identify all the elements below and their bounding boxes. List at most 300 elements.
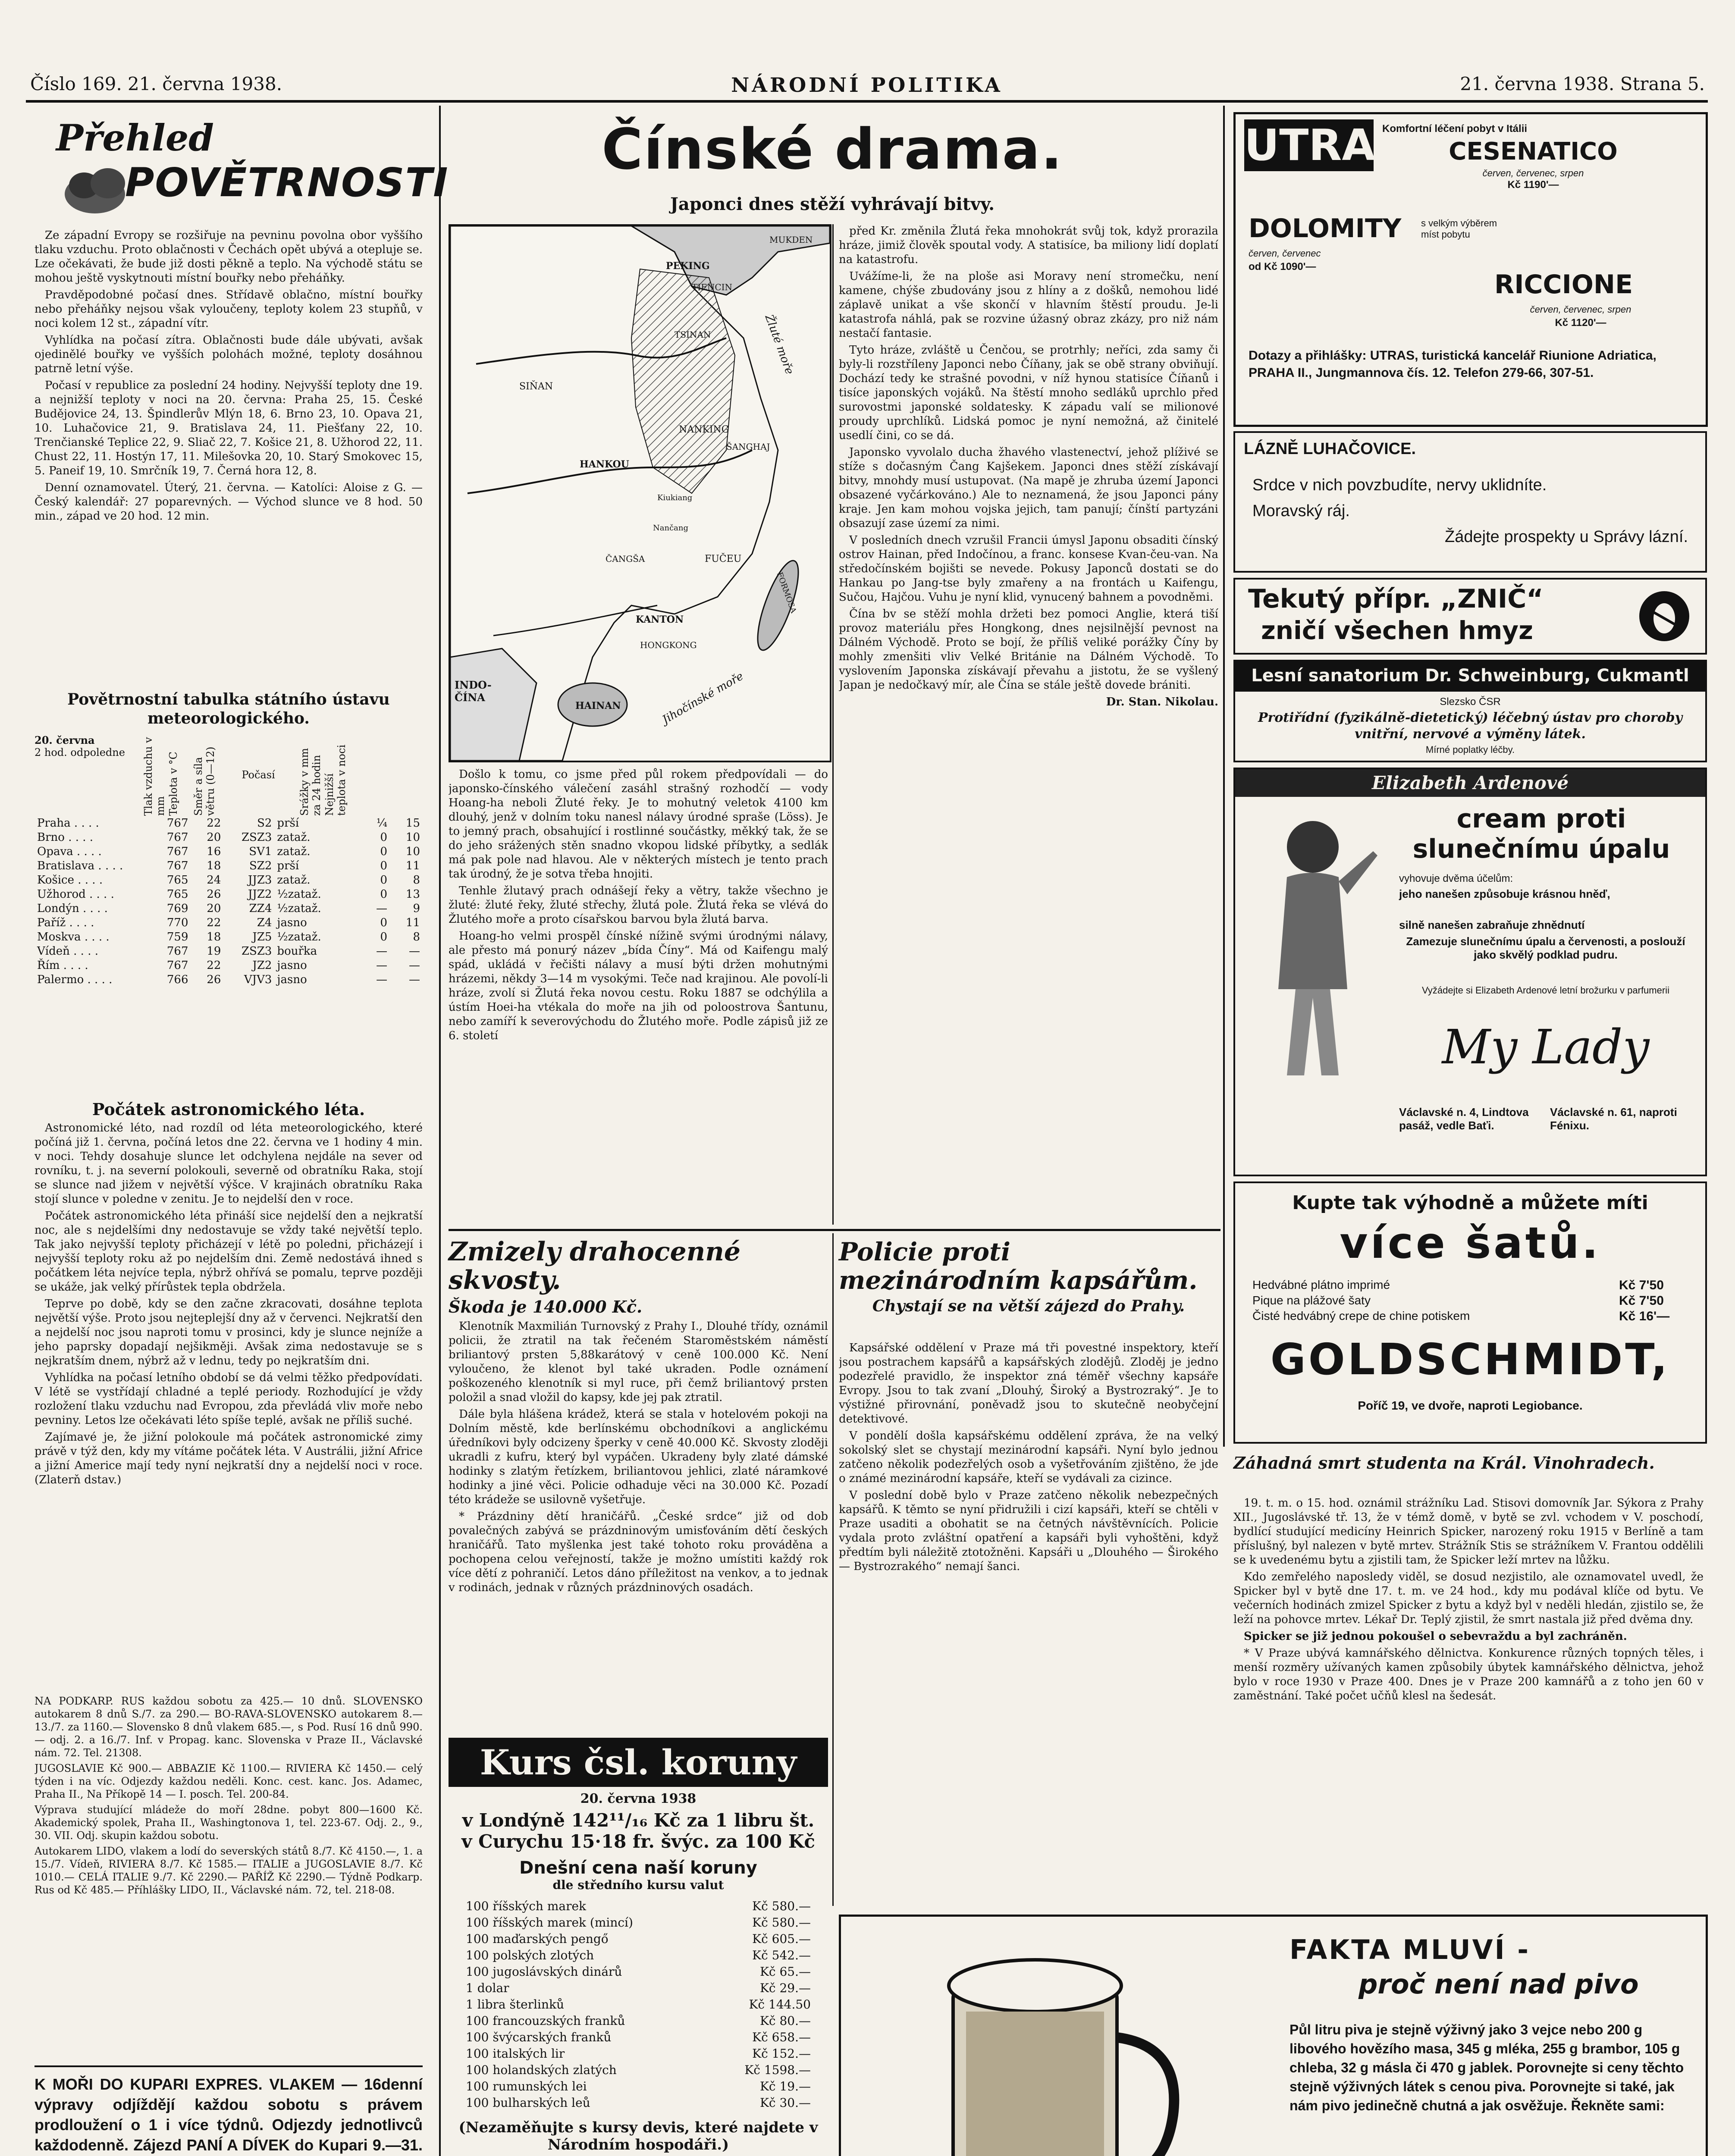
met-row xyxy=(35,816,423,830)
met-city: Opava . . . . xyxy=(37,845,102,858)
issue-number: Číslo 169. 21. června 1938. xyxy=(30,73,282,94)
met-col-head: Počasí xyxy=(242,769,275,781)
currency-value: Kč 19.— xyxy=(759,2079,811,2093)
luhacovice-line3: Žádejte prospekty u Správy lázní. xyxy=(1445,528,1688,546)
police-title: Policie proti mezinárodním kapsářům. xyxy=(839,1237,1198,1295)
student-article xyxy=(1233,1453,1704,1473)
met-city: Palermo . . . . xyxy=(37,973,113,986)
map-label: PEKING xyxy=(666,260,710,272)
utras-dol-dates: červen, červenec xyxy=(1249,248,1321,259)
police-subtitle: Chystají se na větší zájezd do Prahy. xyxy=(872,1297,1185,1315)
met-rain: — xyxy=(376,959,388,972)
jewels-subtitle: Škoda je 140.000 Kč. xyxy=(449,1297,643,1316)
weather-title-line2: POVĚTRNOSTI xyxy=(125,160,449,206)
currency-value: Kč 542.— xyxy=(752,1948,811,1962)
map-label: INDO-ČÍNA xyxy=(455,679,492,704)
astro-paragraph: Teprve po době, kdy se den začne zkracovati, dosáhne teplota největší výše. Proto jsou nejteplejší dny až v červenci. Nejkratší den a nejdelší noc jsou naproti tomu v prosinci, kdy je slunce nejníže a jeho paprsky dopadají nejšikměji. Avšak zima nedostavuje se s nejkratším dnem, nýbrž až v lednu, tedy po nejkratším dni. xyxy=(35,1297,423,1367)
met-rain: 0 xyxy=(380,859,388,872)
met-wind: JZ5 xyxy=(252,930,272,943)
met-sky: zataž. xyxy=(277,830,311,844)
met-rain: 0 xyxy=(380,830,388,844)
luhacovice-line2: Moravský ráj. xyxy=(1252,502,1350,520)
luhacovice-line1: Srdce v nich povzbudíte, nervy uklidníte. xyxy=(1252,476,1547,494)
currency-row xyxy=(466,2062,811,2078)
map-label: ČANGŠA xyxy=(606,554,645,564)
met-city: Brno . . . . xyxy=(37,830,94,844)
gs-addr: Poříč 19, ve dvoře, naproti Legiobance. xyxy=(1358,1399,1583,1412)
currency-row xyxy=(466,2078,811,2095)
currency-sub1: Dnešní cena naší koruny xyxy=(519,1858,757,1878)
currency-name: 100 italských lir xyxy=(466,2046,565,2061)
currency-row xyxy=(466,1915,811,1931)
currency-sub2: dle středního kursu valut xyxy=(552,1878,724,1892)
astro-paragraph: Astronomické léto, nad rozdíl od léta meteorologického, které počíná již 1. června, počíná letos dne 22. června ve 1 hodiny 4 min. v noci. Tehdy dosahuje slunce let odchylena nejdále na sever od rovníku, t. j. na severní polokouli, severně od obratníku Raka, stojí se slunce nad jižem v největší výšce. V krajinách obratníku Raka stojí slunce v poledne v zenitu. Je to nejdelší den v roce. xyxy=(35,1122,423,1206)
currency-name: 100 holandských zlatých xyxy=(466,2063,617,2077)
travel-ad: JUGOSLAVIE Kč 900.— ABBAZIE Kč 1100.— RIVIERA Kč 1450.— celý týden i na víc. Odjezdy každou neděli. Konc. cest. kanc. Jos. Adamec, Praha II., Na Příkopě 14 — I. posch. Tel. 200-84. xyxy=(35,1762,423,1800)
currency-box xyxy=(449,1738,828,2156)
arden-text4: Zamezuje slunečnímu úpalu a červenosti, a poslouží jako skvělý podklad pudru. xyxy=(1406,935,1685,961)
currency-value: Kč 658.— xyxy=(752,2030,811,2044)
weather-title-block xyxy=(52,112,449,224)
china-subtitle: Japonci dnes stěží vyhrávají bitvy. xyxy=(670,194,995,214)
utras-ad xyxy=(1233,112,1708,427)
student-paragraph: 19. t. m. o 15. hod. oznámil strážníku Lad. Stisovi domovník Jar. Sýkora z Prahy XII., Jugoslávské tř. 13, že v témž domě, v bytě se zvl. vchodem v V. poschodí, bydlící studující medicíny Heinrich Spicker, narozený roku 1915 v Berlíně a tam příslušný, byl nalezen v bytě mrtev. Strážník Stis se strážníkem V. Frantou oddělili se k uvedenému bytu a zjistili tam, že Spicker leží mrtev na lůžku. xyxy=(1233,1497,1704,1567)
beer-title: FAKTA MLUVÍ - xyxy=(1289,1934,1531,1965)
met-pressure: 765 xyxy=(166,887,188,901)
currency-rows xyxy=(466,1898,811,2111)
weather-report xyxy=(35,229,423,686)
currency-name: 100 bulharských leů xyxy=(466,2096,590,2110)
currency-row xyxy=(466,2046,811,2062)
met-row xyxy=(35,930,423,944)
met-temp: 16 xyxy=(207,845,221,858)
met-rain: 0 xyxy=(380,873,388,887)
currency-name: 100 jugoslávských dinárů xyxy=(466,1965,622,1979)
met-sky: ½zataž. xyxy=(277,887,321,901)
met-rain: ¼ xyxy=(376,816,388,830)
gs-price1: Kč 7'50 xyxy=(1619,1278,1664,1292)
gs-line2: více šatů. xyxy=(1340,1218,1601,1268)
met-temp: 20 xyxy=(207,902,221,915)
utras-logo: UTRAS xyxy=(1244,120,1406,170)
met-sky: zataž. xyxy=(277,845,311,858)
china-paragraph: Tenhle žlutavý prach odnášejí řeky a větry, takže všechno je žluté: žluté řeky, žluté střechy, žlutá pole. Žlutá řeka se vlévá do Žlutého moře a proto císařskou barvou byla žlutá barva. xyxy=(449,884,828,926)
met-rain: — xyxy=(376,973,388,986)
map-label: SIŇAN xyxy=(519,381,553,392)
jewels-paragraph: Dále byla hlášena krádež, která se stala v hotelovém pokoji na Dolním městě, kde berlínskému obchodníkovi a anglickému úředníkovi byly odcizeny šperky v ceně 40.000 Kč. Skvosty zloději ukradli z kufru, který byl vypáčen. Ukradeny byly zlaté dámské hodinky s zlatým řetízkem, briliantovou jehlici, zlaté náramkové hodinky a jiné věci. Policie odhaduje věci na 30.000 Kč. Pozadí této krádeže se usilovně vyšetřuje. xyxy=(449,1408,828,1506)
jewels-article xyxy=(449,1238,828,1316)
china-paragraph: V posledních dnech vzrušil Francii úmysl Japonu obsaditi čínský ostrov Hainan, před Indočínou, a franc. konsese Kvan-čeu-van. Na středočínském bojišti se nevede. Pokusy Japonců dostati se do Hankau po Jang-tse byly zmařeny a na frontách u Kaifengu, Sučou, Hajčou. Vuhu je nyní klid, vynucený bahnem a povodněmi. xyxy=(839,534,1218,604)
met-sky: jasno xyxy=(277,959,307,972)
met-head-time: 2 hod. odpoledne xyxy=(35,746,125,758)
map-label: Jihočínské moře xyxy=(660,670,746,727)
cloud-icon xyxy=(60,160,129,220)
met-rain: 0 xyxy=(380,916,388,929)
currency-zurich: v Curychu 15·18 fr. švýc. za 100 Kč xyxy=(461,1831,815,1852)
met-head-date: 20. června xyxy=(35,734,95,746)
met-table-title: Povětrnostní tabulka státního ústavu meteorologického. xyxy=(67,690,390,727)
met-wind: S2 xyxy=(257,816,272,830)
met-wind: JJZ3 xyxy=(248,873,272,887)
currency-name: 100 švýcarských franků xyxy=(466,2030,612,2044)
met-temp: 26 xyxy=(207,973,221,986)
arden-line1: cream proti xyxy=(1456,804,1626,834)
met-min: 10 xyxy=(405,845,420,858)
met-row xyxy=(35,915,423,930)
china-paragraph: Uvážíme-li, že na ploše asi Moravy není stromečku, není kamene, chýše zbudovány jsou z hlíny a z došků, nemohou lidé záplavě unikat a vše skončí v hlavním štěstí proudu. Je-li katastrofa náhlá, pak se rozvine úžasný obraz zkázy, pro niž nám nestačí fantasie. xyxy=(839,270,1218,340)
map-label: FORMOSA xyxy=(775,571,798,614)
currency-footer: (Nezaměňujte s kursy devis, které najdete v Národním hospodáři.) xyxy=(458,2119,818,2153)
china-author: Dr. Stan. Nikolau. xyxy=(1106,696,1218,708)
met-pressure: 769 xyxy=(166,902,188,915)
weather-paragraph: Pravděpodobné počasí dnes. Střídavě oblačno, místní bouřky nebo přeháňky nejsou však vyloučeny, teploty kolem 23 stupňů, v noci kolem 12 st., západní vítr. xyxy=(35,288,423,330)
weather-paragraph: Počasí v republice za poslední 24 hodiny. Nejvyšší teploty dne 19. a nejnižší teploty v noci na 20. června: Praha 25, 15. České Budějovice 24, 13. Špindlerův Mlýn 18, 6. Brno 23, 10. Opava 21, 10. Luhačovice 21, 9. Bratislava 24, 11. Piešťany 22, 10. Trenčianské Teplice 22, 9. Sliač 22, 7. Košice 21, 8. Užhorod 22, 11. Chust 22, 11. Hostýn 17, 11. Milešovka 20, 10. Starý Smokovec 15, 5. Paneif 19, 10. Smrčník 19, 7. Černá hora 12, 8. xyxy=(35,379,423,477)
currency-london: v Londýně 142¹¹/₁₆ Kč za 1 libru št. xyxy=(462,1810,815,1831)
sanatorium-place: Slezsko ČSR xyxy=(1440,696,1501,708)
currency-row xyxy=(466,1898,811,1915)
luhacovice-ad xyxy=(1233,431,1707,573)
met-row xyxy=(35,944,423,958)
utras-ces-price: Kč 1190'— xyxy=(1507,179,1559,191)
sanatorium-title: Lesní sanatorium Dr. Schweinburg, Cukmantl xyxy=(1251,666,1689,686)
met-wind: ZSZ3 xyxy=(241,830,272,844)
znic-ad xyxy=(1233,578,1707,655)
map-label: ŠANGHAJ xyxy=(726,442,770,452)
currency-name: 100 maďarských pengő xyxy=(466,1932,609,1946)
currency-value: Kč 580.— xyxy=(752,1899,811,1913)
column-divider xyxy=(439,106,441,2156)
utras-contact: Dotazy a přihlášky: UTRAS, turistická kancelář Riunione Adriatica, PRAHA II., Jungmannova čís. 12. Telefon 279-66, 307-51. xyxy=(1249,348,1657,380)
met-temp: 18 xyxy=(207,859,221,872)
mylady-logo: My Lady xyxy=(1442,1019,1650,1075)
met-wind: ZSZ3 xyxy=(241,944,272,958)
znic-line1: Tekutý přípr. „ZNIČ“ xyxy=(1248,584,1544,614)
police-paragraph: V poslední době bylo v Praze zatčeno několik nebezpečných kapsářů. K těmto se nyní přidružili i cizí kapsáři, kteří se chtěli v Praze usaditi a obohatit se na četných návštěvnících. Policie vydala proto zvláštní opatření a kapsáři byli vyhoštěni, když předtím byli náležitě ztotožněni. Kapsáři u „Dlouhého — Širokého — Bystrozrakého“ nemají šanci. xyxy=(839,1489,1218,1573)
met-rain: 0 xyxy=(380,845,388,858)
police-article xyxy=(839,1238,1218,1315)
astro-article xyxy=(35,1100,423,1119)
met-row xyxy=(35,901,423,915)
currency-row xyxy=(466,1964,811,1980)
arden-addr2: Václavské n. 61, naproti Fénixu. xyxy=(1550,1106,1677,1132)
met-city: Užhorod . . . . xyxy=(37,887,114,901)
met-wind: Z4 xyxy=(257,916,272,929)
met-pressure: 767 xyxy=(166,944,188,958)
gs-name: GOLDSCHMIDT, xyxy=(1270,1334,1670,1385)
bug-icon xyxy=(1636,588,1692,644)
met-pressure: 765 xyxy=(166,873,188,887)
met-wind: SV1 xyxy=(249,845,272,858)
znic-line2: zničí všechen hmyz xyxy=(1261,616,1533,645)
met-pressure: 767 xyxy=(166,859,188,872)
currency-name: 100 říšských marek xyxy=(466,1899,586,1913)
student-body xyxy=(1233,1496,1704,1902)
met-min: — xyxy=(409,973,420,986)
met-temp: 22 xyxy=(207,816,221,830)
china-body-right xyxy=(839,224,1218,1225)
jewels-title: Zmizely drahocenné skvosty. xyxy=(449,1237,741,1295)
map-label: HAINAN xyxy=(575,700,621,711)
met-sky: jasno xyxy=(277,916,307,929)
beer-mug-illustration xyxy=(854,1934,1242,2156)
utras-ces-dates: červen, červenec, srpen xyxy=(1482,168,1584,179)
map-label: HANKOU xyxy=(580,459,629,470)
met-temp: 22 xyxy=(207,959,221,972)
currency-name: 100 rumunských lei xyxy=(466,2079,587,2093)
met-pressure: 766 xyxy=(166,973,188,986)
travel-ad: NA PODKARP. RUS každou sobotu za 425.— 10 dnů. SLOVENSKO autokarem 8 dnů S./7. za 290.— BO-RAVA-SLOVENSKO autokarem 8.—13./7. za 1160.— Slovensko 8 dnů vlakem 685.—, s Pod. Rusí 16 dnů 990.— odj. 2. a 16./7. Inf. v Propag. kanc. Slovenska v Praze II., Václavské nám. 72. Tel. 21308. xyxy=(35,1695,423,1759)
currency-row xyxy=(466,1931,811,1947)
utras-dol-note: s velkým výběrem míst pobytu xyxy=(1421,218,1497,240)
currency-date: 20. června 1938 xyxy=(580,1791,697,1806)
met-pressure: 767 xyxy=(166,830,188,844)
student-paragraph: Spicker se již jednou pokoušel o sebevraždu a byl zachráněn. xyxy=(1244,1630,1627,1643)
met-col-head: Srážky v mm za 24 hodin xyxy=(298,748,323,816)
currency-row xyxy=(466,2013,811,2029)
met-min: 13 xyxy=(405,887,420,901)
met-pressure: 759 xyxy=(166,930,188,943)
met-min: 9 xyxy=(413,902,420,915)
utras-cesenatico: CESENATICO xyxy=(1449,138,1618,166)
met-col-head: Teplota v °C xyxy=(167,752,179,816)
met-city: Bratislava . . . . xyxy=(37,859,123,872)
met-min: 8 xyxy=(413,930,420,943)
gs-item1: Hedvábné plátno imprimé xyxy=(1252,1278,1390,1291)
currency-value: Kč 1598.— xyxy=(744,2063,811,2077)
china-paragraph: Čína bv se stěží mohla držeti bez pomoci Anglie, která tiší provoz materiálu přes Hongkong, dnes nejsilnější pevnost na Dálném Východě. Proto se bojí, že příliš veliké porážky Číny by mohly zmenšiti vliv Velké Británie na Dálném Východě. To vyslovením Japonska získávají převahu a jistotu, že se vyšlený Japan je nedočkavý mír, ale Čína se stále ještě dovede brániti. xyxy=(839,608,1218,692)
weather-paragraph: Ze západní Evropy se rozšiřuje na pevninu povolna obor vyššího tlaku vzduchu. Proto oblačnosti v Čechách opět ubývá a otepluje se. Lze očekávati, že bude již dosti pěkně a teplo. Na východě státu se mohou ještě vyskytnouti místní bouřky nebo přeháňky. xyxy=(35,229,423,285)
currency-row xyxy=(466,2029,811,2046)
met-table xyxy=(35,816,423,987)
met-city: Vídeň . . . . xyxy=(37,944,98,958)
currency-name: 100 říšských marek (mincí) xyxy=(466,1915,633,1930)
utras-ric-dates: červen, červenec, srpen xyxy=(1530,304,1631,315)
currency-value: Kč 30.— xyxy=(759,2096,811,2110)
met-table-block xyxy=(35,690,423,987)
woman-illustration xyxy=(1248,808,1386,1084)
currency-name: 100 polských zlotých xyxy=(466,1948,594,1962)
china-body-left xyxy=(449,768,828,1225)
currency-value: Kč 152.— xyxy=(752,2046,811,2061)
weather-paragraph: Denní oznamovatel. Úterý, 21. června. — Katolíci: Aloise z G. — Český kalendář: 27 poparevných. — Východ slunce ve 8 hod. 50 min., západ ve 20 hod. 12 min. xyxy=(35,481,423,523)
page-number: 21. června 1938. Strana 5. xyxy=(1460,73,1705,94)
astro-paragraph: Vyhlídka na počasí letního období se dá velmi těžko předpovídati. V létě se vystřídají chladné a teplé periody. Rozhodující je vždy rozložení tlaku vzduchu nad Evropou, zda převládá vliv moře nebo pevniny. Letos lze očekávati léto spíše teplé, avšak ne příliš suché. xyxy=(35,1371,423,1427)
student-paragraph: * V Praze ubývá kamnářského dělnictva. Konkurence různých topných těles, i menší rozměry užívaných kamen způsobily úbytek kamnářského dělnictva, jehož bylo v roce 1930 v Praze 400. Dnes je v Praze 200 kamnářů a z toho jen 60 v zaměstnání. Také počet učňů klesl na šedesát. xyxy=(1233,1647,1704,1702)
met-city: Košice . . . . xyxy=(37,873,103,887)
met-row xyxy=(35,830,423,844)
met-sky: bouřka xyxy=(277,944,317,958)
jewels-body xyxy=(449,1319,828,1729)
met-min: — xyxy=(409,959,420,972)
met-temp: 20 xyxy=(207,830,221,844)
arden-addr1: Václavské n. 4, Lindtova pasáž, vedle Baťi. xyxy=(1399,1106,1529,1132)
met-sky: prší xyxy=(277,859,299,872)
met-col-head: Směr a síla větru (0—12) xyxy=(192,746,216,816)
gs-item3: Čisté hedvábný crepe de chine potiskem xyxy=(1252,1309,1470,1322)
currency-value: Kč 29.— xyxy=(759,1981,811,1995)
met-pressure: 770 xyxy=(166,916,188,929)
column-divider xyxy=(1223,106,1225,1447)
met-wind: JZ2 xyxy=(252,959,272,972)
weather-paragraph: Vyhlídka na počasí zítra. Oblačnosti bude dále ubývati, avšak ojedinělé bouřky ve vyšších polohách možné, teploty dosáhnou patrně letní výše. xyxy=(35,334,423,375)
utras-komfort: Komfortní léčení pobyt v Itálii xyxy=(1382,123,1528,135)
met-wind: VJV3 xyxy=(244,973,272,986)
met-min: 11 xyxy=(405,859,420,872)
china-title: Čínské drama. xyxy=(602,116,1063,182)
map-label: FUČEU xyxy=(705,554,742,564)
met-rain: — xyxy=(376,944,388,958)
met-temp: 19 xyxy=(207,944,221,958)
currency-value: Kč 80.— xyxy=(759,2014,811,2028)
currency-row xyxy=(466,1947,811,1964)
luhacovice-title: LÁZNĚ LUHAČOVICE. xyxy=(1244,440,1416,458)
astro-body xyxy=(35,1121,423,1677)
china-paragraph: Hoang-ho velmi prospěl čínské nížině svými úrodnými nálavy, ale přesto má ponurý název „bída Číny“. Má od Kaifengu malý spád, ukládá v řečišti nálavy a musí býti držen mohutnými hrázemi, někdy 3—14 m vysokými. Teče nad krajinou. Ale povolí-li hráze, zvolí si Žlutá řeka novou cestu. Roku 1887 se odchýlila a ústím Hoei-ha vtékala do moře na jih od poloostrova Šantunu, nebo zamíří k severovýchodu do Žlutého moře. Podle zápisů již ze 6. století xyxy=(449,930,828,1042)
met-pressure: 767 xyxy=(166,845,188,858)
met-temp: 22 xyxy=(207,916,221,929)
utras-dol-price: od Kč 1090'— xyxy=(1249,261,1316,273)
utras-ric-price: Kč 1120'— xyxy=(1555,317,1606,329)
astro-paragraph: Zajímavé je, že jižní polokoule má počátek astronomické zimy právě v týž den, kdy my vítáme počátek léta. V Austrálii, jižní Africe a jižní Americe mají tedy nyní nejkratší dny a nejdelší noci v roce. (Zlaterň dstav.) xyxy=(35,1431,423,1486)
currency-row xyxy=(466,1996,811,2013)
met-city: Praha . . . . xyxy=(37,816,99,830)
met-min: 8 xyxy=(413,873,420,887)
map-label: HONGKONG xyxy=(640,640,697,650)
masthead: NÁRODNÍ POLITIKA xyxy=(731,73,1003,97)
map-label: TSINAN xyxy=(675,329,711,340)
beer-sub: proč není nad pivo xyxy=(1359,1968,1639,2000)
police-body xyxy=(839,1341,1218,1902)
travel-ad: Autokarem LIDO, vlakem a lodí do severských států 8./7. Kč 4150.—, 1. a 15./7. Vídeň, RIVIERA 8./7. Kč 1585.— ITALIE a JUGOSLAVIE 8./7. Kč 1010.— CELÁ ITALIE 9./7. Kč 2290.— PAŘÍŽ Kč 2290.— Týdně Podkarp. Rus od Kč 485.— Příhlášky LIDO, II., Václavské nám. 72, tel. 218-08. xyxy=(35,1845,423,1896)
astro-title: Počátek astronomického léta. xyxy=(92,1100,365,1119)
map-label: Kiukiang xyxy=(657,493,693,502)
map-label: MUKDEN xyxy=(769,235,813,245)
china-paragraph: Tyto hráze, zvláště u Čenčou, se protrhly; neříci, zda samy či byly-li rozstříleny Japonci nebo Číňany, jak se obě strany obviňují. Dochází tedy ke strašné povodni, v níž hynou statisíce Číňanů i tisíce japonských vojáků. Na štěstí mnoho sedláků uprchlo před surovostmi japonské soldatesky. K západu valí se milionové proudy uprchlíků. Lidská pomoc je nyní nemožná, až činitelé usedlí čini, co se dá. xyxy=(839,344,1218,442)
arden-line2: slunečnímu úpalu xyxy=(1412,834,1670,864)
student-title: Záhadná smrt studenta na Král. Vinohradech. xyxy=(1233,1453,1655,1473)
met-row xyxy=(35,873,423,887)
currency-value: Kč 605.— xyxy=(752,1932,811,1946)
met-rain: 0 xyxy=(380,887,388,901)
currency-title: Kurs čsl. koruny xyxy=(449,1738,828,1787)
currency-value: Kč 580.— xyxy=(752,1915,811,1930)
met-min: — xyxy=(409,944,420,958)
utras-riccione: RICCIONE xyxy=(1494,270,1633,300)
met-wind: SZ2 xyxy=(249,859,272,872)
china-paragraph: Japonsko vyvolalo ducha žhavého vlastenectví, jehož plíživé se stíže s dočasným Čang Kajšekem. Japonci dnes stěží získávají bitvy, mnohdy musí ustupovat. (Na mapě je zhruba území Japonci obsazené vyčárkováno.) Ale to neznamená, že jsou Japonci pány kraje. Jen kam mohou vojska jejich, tam panují; čínští partyzáni obsazují zase území za nimi. xyxy=(839,446,1218,530)
met-row xyxy=(35,958,423,972)
beer-text: Půl litru piva je stejně výživný jako 3 vejce nebo 200 g libového hovězího masa, 345 g mléka, 255 g brambor, 105 g chleba, 32 g másla či 470 g jablek. Porovnejte si ceny těchto stejně výživných látek s cenou piva. Porovnejte si také, jak nám pivo jedinečně chutná a jak osvěžuje. Řekněte sami: xyxy=(1289,2022,1684,2113)
met-temp: 26 xyxy=(207,887,221,901)
met-col-head: Nejnižší teplota v noci xyxy=(323,744,348,816)
met-row xyxy=(35,844,423,859)
map-label: NANKING xyxy=(679,424,729,435)
met-min: 15 xyxy=(405,816,420,830)
gs-item2: Pique na plážové šaty xyxy=(1252,1294,1371,1307)
currency-name: 1 libra šterlinků xyxy=(466,1997,565,2012)
currency-row xyxy=(466,2095,811,2111)
met-sky: ½zataž. xyxy=(277,902,321,915)
map-label: Žluté moře xyxy=(762,313,796,376)
met-wind: ZZ4 xyxy=(249,902,272,915)
met-city: Londýn . . . . xyxy=(37,902,108,915)
met-city: Řím . . . . xyxy=(37,959,88,972)
china-map xyxy=(449,224,831,762)
met-pressure: 767 xyxy=(166,959,188,972)
met-temp: 18 xyxy=(207,930,221,943)
kupari-ad: K MOŘI DO KUPARI EXPRES. VLAKEM — 16denní výpravy odjíždějí každou sobotu s právem prodloužení o 1 i více týdnů. Odjezdy jednotlivců každodenně. Zájezd PANÍ A DÍVEK do Kupari 9.—31. xyxy=(35,2075,423,2154)
police-paragraph: Kapsářské oddělení v Praze má tři povestné inspektory, kteří jsou postrachem kapsářů a kapsářských zlodějů. Zloděj je jedno podezřelé pravidlo, že inspektor zná téměř všechny kapsáře Evropy. Jsou to tak zvaní „Dlouhý, Široký a Bystrozraký“. Je to výstižné přirovnání, poněvadž jsou to skutečně neobyčejní detektivové. xyxy=(839,1341,1218,1426)
header-rule xyxy=(26,100,1708,103)
met-rain: 0 xyxy=(380,930,388,943)
map-label: TIENCIN xyxy=(692,282,733,292)
china-paragraph: Došlo k tomu, co jsme před půl rokem předpovídali — do japonsko-čínského válečení zasáhl strašný rozhodčí — vody Hoang-ha neboli Žluté řeky. Je to mohutný veletok 4100 km dlouhý, jenž v dolním toku nanesl nálavy úrodné spraše (Löss). Je to jemný prach, obsahující i rostlinné součástky, měkký tak, že se do jeho srážených stěn snadno vkopou lidské příbytky, a sedlák má pak pole nad hlavou. Ale v některých místech je tento prach tak úrodný, že je sotva třeba hnojiti. xyxy=(449,768,828,881)
gs-line1: Kupte tak výhodně a můžete míti xyxy=(1292,1192,1648,1214)
arden-text5: Vyžádejte si Elizabeth Ardenové letní brožurku v parfumerii xyxy=(1422,985,1669,996)
sanatorium-ad xyxy=(1233,660,1707,762)
jewels-paragraph: * Prázdniny dětí hraničářů. „České srdce“ již od dob povalečných zabývá se prázdninovým umisťováním dětí českých hraničářů. Tato myšlenka jest také tohoto roku prováděna a pochopena celou veřejností, takže je možno umístiti každý rok více dětí z pohraničí. Letos dáno příležitost na venkov, a to jednak v rodinách, jednak v různých prázdninových osadách. xyxy=(449,1510,828,1594)
column-divider xyxy=(832,1233,834,1906)
currency-name: 100 francouzských franků xyxy=(466,2014,625,2028)
met-row xyxy=(35,887,423,901)
met-rain: — xyxy=(376,902,388,915)
china-paragraph: před Kr. změnila Žlutá řeka mnohokrát svůj tok, když prorazila hráze, jimiž člověk spoutal vody. A statisíce, ba miliony lidí doplatí na katastrofu. xyxy=(839,225,1218,266)
gs-price2: Kč 7'50 xyxy=(1619,1294,1664,1308)
currency-row xyxy=(466,1980,811,1996)
met-sky: ½zataž. xyxy=(277,930,321,943)
met-min: 10 xyxy=(405,830,420,844)
arden-brand: Elizabeth Ardenové xyxy=(1235,769,1705,797)
goldschmidt-ad xyxy=(1233,1181,1707,1444)
utras-dolomity: DOLOMITY xyxy=(1249,213,1402,244)
weather-title-line1: Přehled xyxy=(56,116,214,159)
jewels-paragraph: Klenotník Maxmilián Turnovský z Prahy I., Dlouhé třídy, oznámil policii, že ztratil na tak řečeném Staroměstském náměstí briliantový prsten 5,88karátový v ceně 100.000 Kč. Není vyloučeno, že klenot byl také ukraden. Podle oznámení poškozeného klenotník si myl ruce, při čemž briliantový prsten položil a snad vložil do kapsy, kde jej pak ztratil. xyxy=(449,1320,828,1404)
sanatorium-small: Mírné poplatky léčby. xyxy=(1425,744,1515,755)
currency-name: 1 dolar xyxy=(466,1981,509,1995)
met-temp: 24 xyxy=(207,873,221,887)
arden-text1: vyhovuje dvěma účelům: xyxy=(1399,873,1513,884)
met-city: Paříž . . . . xyxy=(37,916,94,929)
met-pressure: 767 xyxy=(166,816,188,830)
map-label: Nančang xyxy=(653,523,689,533)
arden-text2: jeho nanešen způsobuje krásnou hněď, xyxy=(1399,887,1610,900)
section-rule xyxy=(449,1229,1220,1231)
travel-ad: Výprava studující mládeže do moří 28dne. pobyt 800—1600 Kč. Akademický spolek, Praha II., Washingtonova 1, tel. 223-67. Odj. 2., 9., 30. VII. Odj. skupin každou sobotu. xyxy=(35,1804,423,1842)
met-row xyxy=(35,972,423,987)
police-paragraph: V pondělí došla kapsářskému oddělení zpráva, že na velký sokolský slet se chystají mezinárodní kapsáři. Nyní bylo jednou zatčeno několik podezřelých osob a vyšetřováním zjištěno, že jde o známé mezinárodní kapsáře, kteří se vydávali za cizince. xyxy=(839,1429,1218,1485)
currency-value: Kč 144.50 xyxy=(749,1997,811,2012)
met-city: Moskva . . . . xyxy=(37,930,110,943)
ad-divider xyxy=(35,2065,423,2067)
map-label: KANTON xyxy=(636,614,684,625)
met-col-head: Tlak vzduchu v mm xyxy=(142,737,166,816)
met-wind: JJZ2 xyxy=(248,887,272,901)
arden-ad xyxy=(1233,768,1707,1176)
beer-ad xyxy=(839,1915,1708,2156)
met-row xyxy=(35,859,423,873)
sanatorium-line: Protiřídní (fyzikálně-dietetický) léčebný ústav pro choroby vnitřní, nervové a výměny látek. xyxy=(1258,710,1683,742)
currency-value: Kč 65.— xyxy=(759,1965,811,1979)
met-sky: prší xyxy=(277,816,299,830)
met-sky: jasno xyxy=(277,973,307,986)
astro-paragraph: Počátek astronomického léta přináší sice nejdelší den a nejkratší noc, ale s nejdelšími dny nedostavuje se vždy také největší teplo. Tak jako nejvyšší teploty přicházejí v létě po poledni, přicházejí i nejvyšší teploty roku až po nejdelším dni. Země nedostává ihned s počátkem léta nejvíce tepla, nýbrž ohřívá se pomalu, teprve později se ukáže, jak velký přírůstek tepla obdržela. xyxy=(35,1210,423,1294)
met-sky: zataž. xyxy=(277,873,311,887)
travel-ads xyxy=(35,1695,423,2061)
column-divider xyxy=(832,224,834,1225)
met-min: 11 xyxy=(405,916,420,929)
gs-price3: Kč 16'— xyxy=(1619,1309,1670,1323)
student-paragraph: Kdo zemřelého naposledy viděl, se dosud nezjistilo, ale oznamovatel uvedl, že Spicker byl v bytě dne 17. t. m. ve 24 hod., kdy mu podával klíče od bytu. Ve večerních hodinách zmizel Spicker z bytu a když byl v neděli hledán, zjistilo se, že leží na pohovce mrtev. Lékař Dr. Teplý zjistil, že smrt nastala již před dvěma dny. xyxy=(1233,1570,1704,1626)
